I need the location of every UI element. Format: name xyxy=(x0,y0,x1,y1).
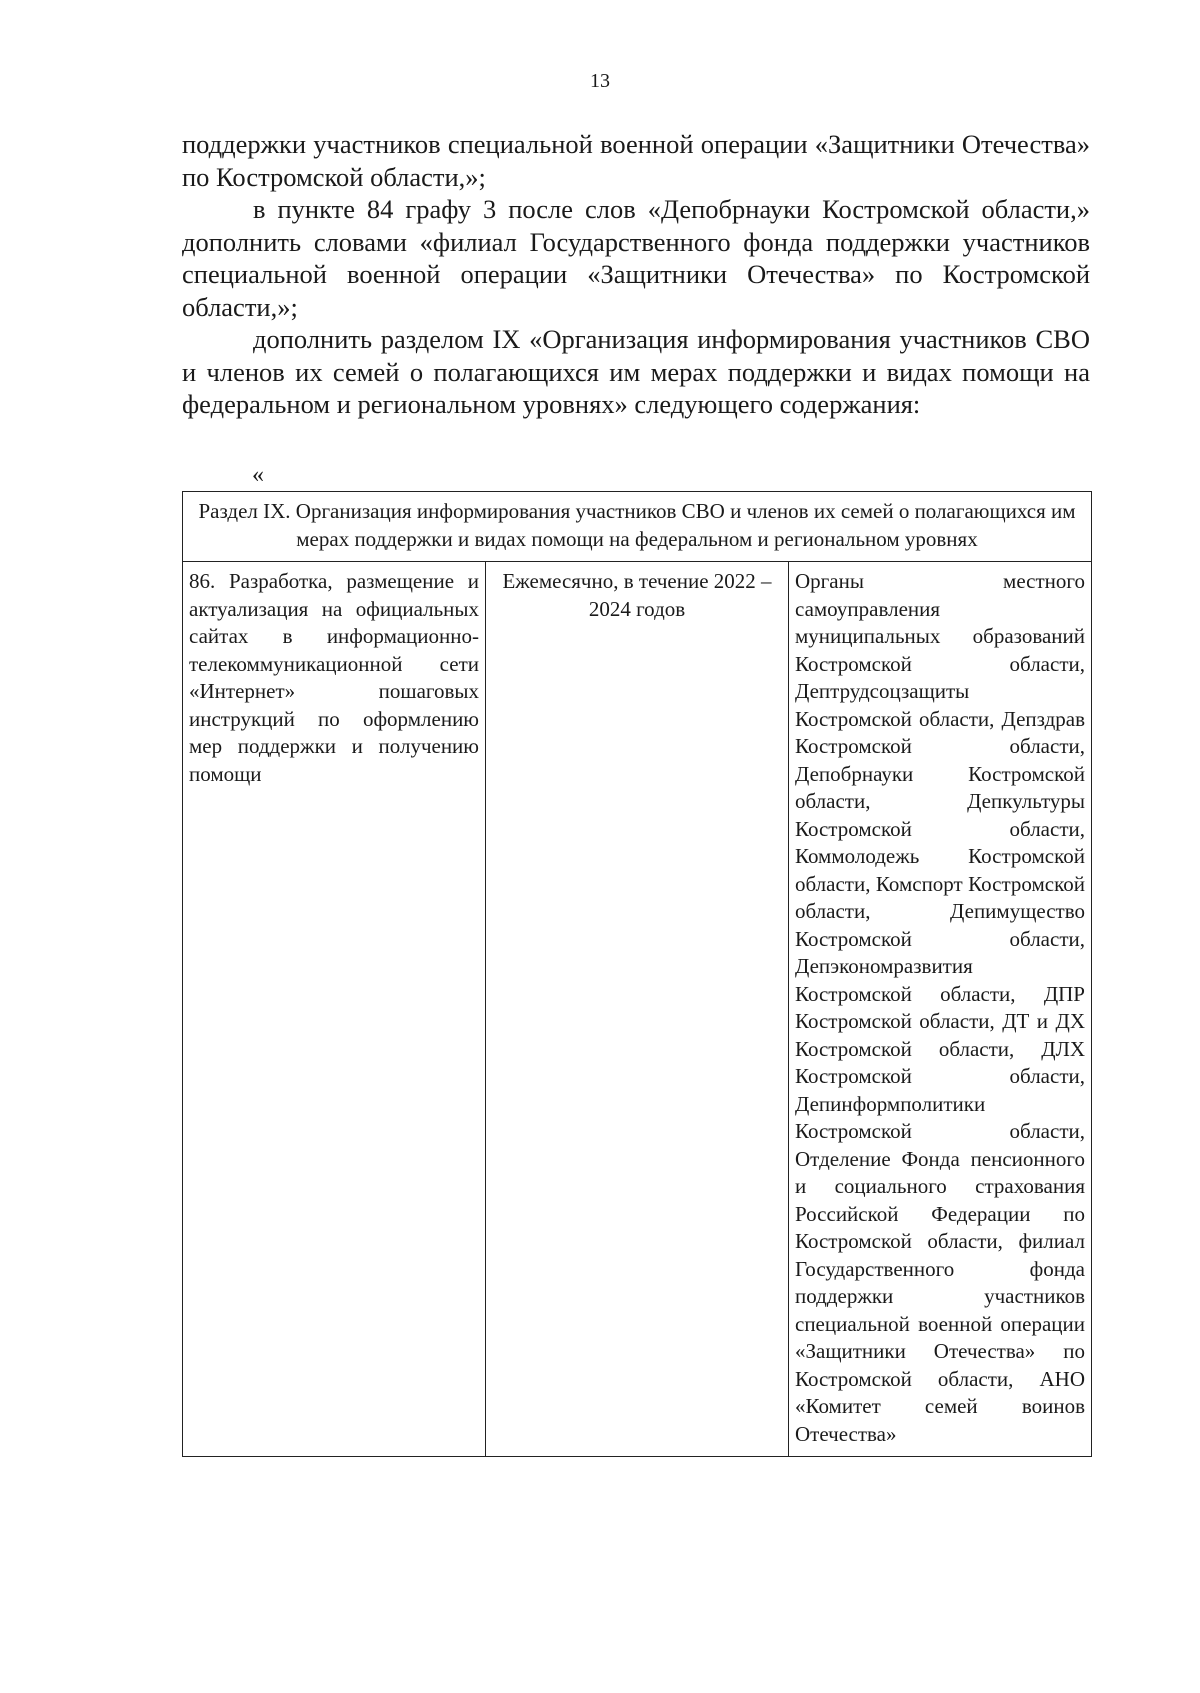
section-header-row xyxy=(183,492,1092,562)
page-number: 13 xyxy=(590,70,610,92)
period-cell: Ежемесячно, в течение 2022 – 2024 годов xyxy=(486,562,789,1457)
measures-table xyxy=(182,491,1092,1457)
paragraph-continuation: поддержки участников специальной военной операции «Защитники Отечества» по Костромской области,»; xyxy=(182,129,1090,192)
paragraph-item-84: в пункте 84 графу 3 после слов «Депобрнауки Костромской области,» дополнить словами «филиал Государственного фонда поддержки участников специальной военной операции «Защитники Отечества» по Костромской области,»; xyxy=(182,194,1090,322)
paragraph-add-section-ix: дополнить разделом IX «Организация информирования участников СВО и членов их семей о полагающихся им мерах поддержки и видах помощи на федеральном и региональном уровнях» следующего содержания: xyxy=(182,324,1090,419)
table-row xyxy=(183,562,1092,1457)
action-cell: 86. Разработка, размещение и актуализация на официальных сайтах в информационно-телекоммуникационной сети «Интернет» пошаговых инструкций по оформлению мер поддержки и получению помощи xyxy=(183,562,486,1457)
document-body xyxy=(182,128,1090,421)
section-header: Раздел IX. Организация информирования участников СВО и членов их семей о полагающихся им мерах поддержки и видах помощи на федеральном и региональном уровнях xyxy=(183,492,1092,562)
responsible-cell: Органы местного самоуправления муниципальных образований Костромской области, Дептрудсоцзащиты Костромской области, Депздрав Костромской области, Депобрнауки Костромской области, Депкультуры Костромской области, Коммолодежь Костромской области, Комспорт Костромской области, Депимущество Костромской области, Депэкономразвития Костромской области, ДПР Костромской области, ДТ и ДХ Костромской области, ДЛХ Костромской области, Депинформполитики Костромской области, Отделение Фонда пенсионного и социального страхования Российской Федерации по Костромской области, филиал Государственного фонда поддержки участников специальной военной операции «Защитники Отечества» по Костромской области, АНО «Комитет семей воинов Отечества» xyxy=(789,562,1092,1457)
opening-quote-mark: « xyxy=(252,462,264,488)
